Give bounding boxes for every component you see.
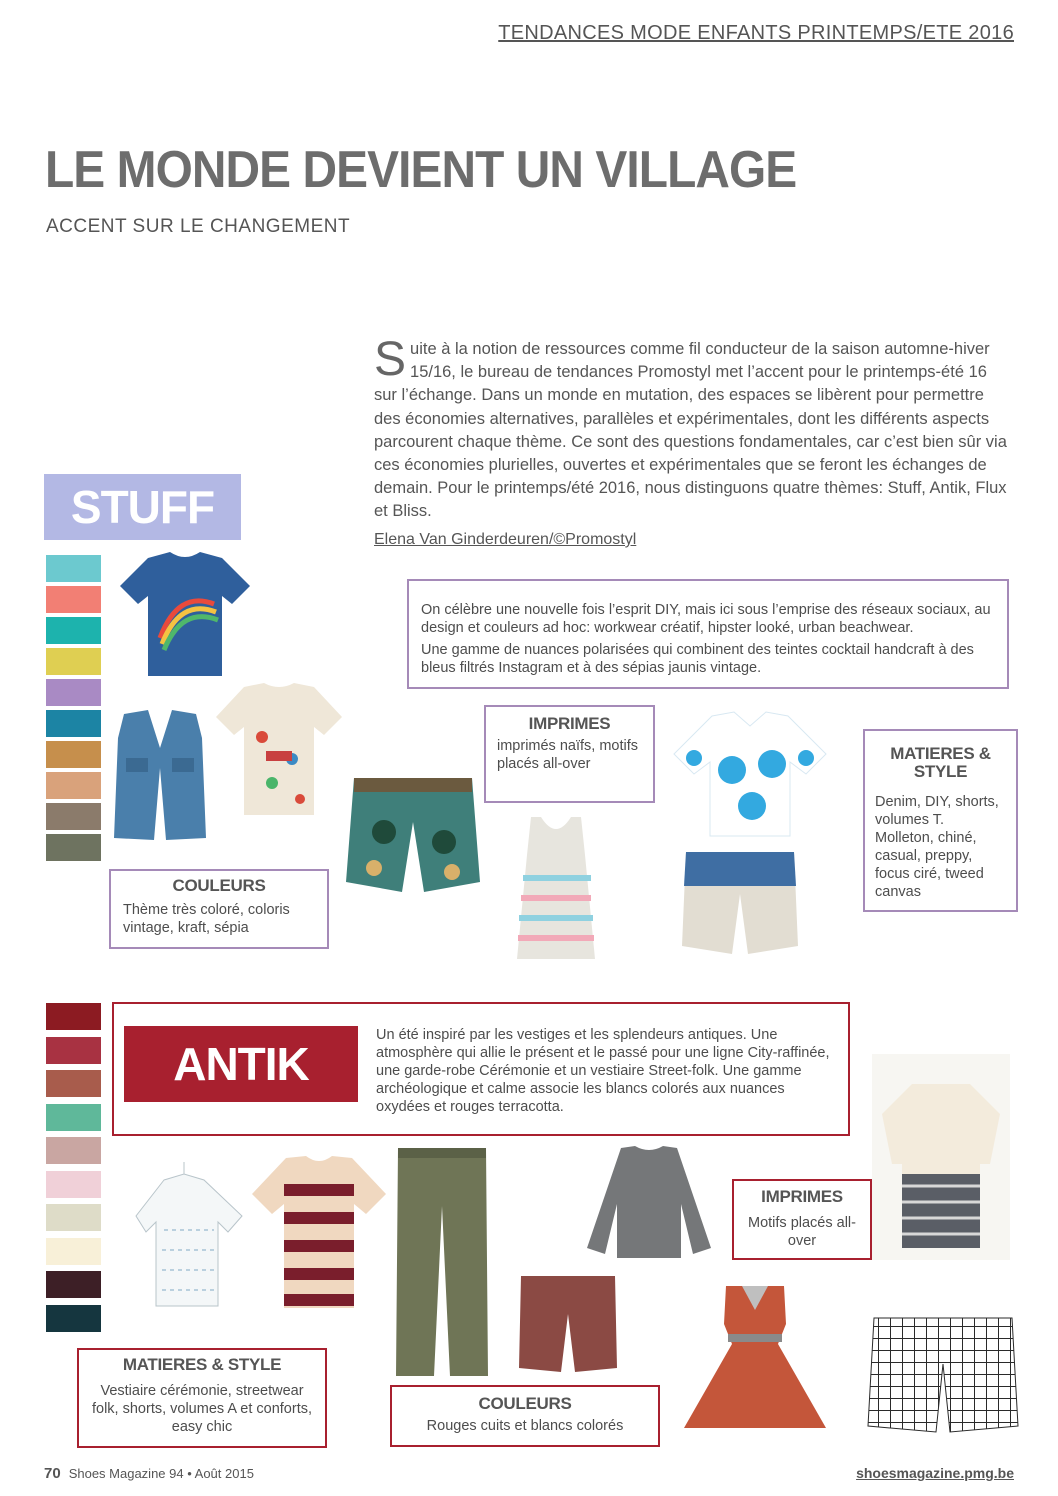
color-swatch bbox=[46, 1070, 101, 1097]
striped-tank-product-image bbox=[515, 815, 597, 961]
stuff-couleurs-text: Thème très coloré, coloris vintage, kraft, sépia bbox=[123, 902, 290, 936]
antik-couleurs-box bbox=[390, 1385, 660, 1447]
section-header: TENDANCES MODE ENFANTS PRINTEMPS/ETE 2016 bbox=[498, 22, 1014, 44]
antik-imprimes-text: Motifs placés all-over bbox=[748, 1215, 856, 1249]
stuff-description-1: On célèbre une nouvelle fois l’esprit DIY, mais ici sous l’emprise des réseaux sociaux, au design et couleurs ad hoc: workwear créatif, hipster looké, urban beachwear. bbox=[421, 602, 991, 636]
website-link[interactable]: shoesmagazine.pmg.be bbox=[856, 1465, 1014, 1481]
denim-vest-product-image bbox=[110, 708, 210, 844]
stuff-matieres-box bbox=[863, 729, 1018, 912]
antik-matieres-box bbox=[77, 1348, 327, 1448]
color-swatch bbox=[46, 772, 101, 799]
stuff-imprimes-title: IMPRIMES bbox=[528, 714, 611, 733]
stuff-couleurs-title: COULEURS bbox=[172, 876, 266, 895]
color-swatch bbox=[46, 1305, 101, 1332]
stuff-theme-label: STUFF bbox=[44, 474, 241, 540]
antik-matieres-text: Vestiaire cérémonie, streetwear folk, shorts, volumes A et conforts, easy chic bbox=[91, 1383, 312, 1435]
antik-imprimes-title: IMPRIMES bbox=[761, 1187, 843, 1206]
antik-couleurs-title: COULEURS bbox=[478, 1394, 572, 1413]
stuff-description-2: Une gamme de nuances polarisées qui combinent des teintes cocktail handcraft à des bleus filtrés Instagram et à des sépias jaunis vintage. bbox=[421, 642, 974, 676]
color-swatch bbox=[46, 1171, 101, 1198]
color-swatch bbox=[46, 679, 101, 706]
antik-description-text: Un été inspiré par les vestiges et les splendeurs antiques. Une atmosphère qui allie le présent et le passé pour une ligne City-raffinée, une garde-robe Cérémonie et un vestiaire Street-folk. Une gamme archéologique et calme associe les blancs colorés aux nuances oxydées et rouges terracotta. bbox=[376, 1027, 830, 1115]
color-swatch bbox=[46, 1003, 101, 1030]
drop-cap: S bbox=[374, 333, 407, 386]
striped-tee-product-image bbox=[250, 1154, 388, 1312]
antik-imprimes-box bbox=[732, 1179, 872, 1260]
color-swatch bbox=[46, 1037, 101, 1064]
color-swatch bbox=[46, 555, 101, 582]
antik-couleurs-text: Rouges cuits et blancs colorés bbox=[426, 1418, 624, 1434]
color-swatch bbox=[46, 1137, 101, 1164]
author-credit: Elena Van Ginderdeuren/©Promostyl bbox=[374, 531, 637, 548]
color-swatch bbox=[46, 803, 101, 830]
grey-sweater-product-image bbox=[585, 1144, 713, 1262]
page-subtitle: ACCENT SUR LE CHANGEMENT bbox=[46, 216, 351, 237]
check-shorts-product-image bbox=[866, 1314, 1020, 1434]
red-shorts-product-image bbox=[517, 1274, 619, 1374]
antik-matieres-title: MATIERES & STYLE bbox=[122, 1355, 282, 1374]
stuff-description-box bbox=[407, 579, 1009, 689]
color-swatch bbox=[46, 617, 101, 644]
color-swatch bbox=[46, 1238, 101, 1265]
color-swatch bbox=[46, 1271, 101, 1298]
footer-issue bbox=[44, 1465, 254, 1482]
printed-tshirt-product-image bbox=[214, 681, 344, 817]
color-swatch bbox=[46, 1204, 101, 1231]
stuff-matieres-text: Denim, DIY, shorts, volumes T. Molleton, chiné, casual, preppy, focus ciré, tweed canvas bbox=[875, 794, 999, 900]
blue-spot-shirt-product-image bbox=[672, 710, 828, 840]
stuff-imprimes-box bbox=[484, 705, 655, 803]
khaki-trousers-product-image bbox=[394, 1146, 490, 1378]
color-swatch bbox=[46, 834, 101, 861]
cream-blouse-product-image bbox=[872, 1054, 1010, 1260]
white-shirt-product-image bbox=[134, 1160, 246, 1310]
intro-text: uite à la notion de ressources comme fil conducteur de la saison automne-hiver 15/16, le bureau de tendances Promostyl met l’accent pour le printemps-été 16 sur l’échange. Dans un monde en mutation, des espaces se libèrent pour permettre des économies alternatives, parallèles et expérimentales, dont les différents aspects parcourent chaque thème. Ce sont des questions fondamentales, car c’est bien sûr via ces économies plurielles, ouvertes et expérimentales que se feront les échanges de demain. Pour le printemps/été 2016, nous distinguons quatre thèmes: Stuff, Antik, Flux et Bliss. bbox=[374, 340, 1007, 521]
tshirt-blue-product-image bbox=[118, 550, 252, 678]
page-number: 70 bbox=[44, 1465, 61, 1482]
color-swatch bbox=[46, 1104, 101, 1131]
color-swatch bbox=[46, 586, 101, 613]
page-title: LE MONDE DEVIENT UN VILLAGE bbox=[45, 141, 797, 199]
terracotta-dress-product-image bbox=[682, 1284, 828, 1430]
intro-paragraph bbox=[374, 333, 1014, 524]
color-swatch bbox=[46, 710, 101, 737]
stuff-imprimes-text: imprimés naïfs, motifs placés all-over bbox=[497, 738, 638, 772]
antik-theme-label: ANTIK bbox=[124, 1026, 358, 1102]
stuff-couleurs-box bbox=[109, 869, 329, 949]
stuff-matieres-title: MATIERES & STYLE bbox=[890, 744, 991, 781]
color-swatch bbox=[46, 648, 101, 675]
color-swatch bbox=[46, 741, 101, 768]
palm-shorts-product-image bbox=[344, 772, 482, 898]
denim-shorts-product-image bbox=[680, 850, 800, 956]
issue-info: Shoes Magazine 94 • Août 2015 bbox=[68, 1466, 254, 1481]
